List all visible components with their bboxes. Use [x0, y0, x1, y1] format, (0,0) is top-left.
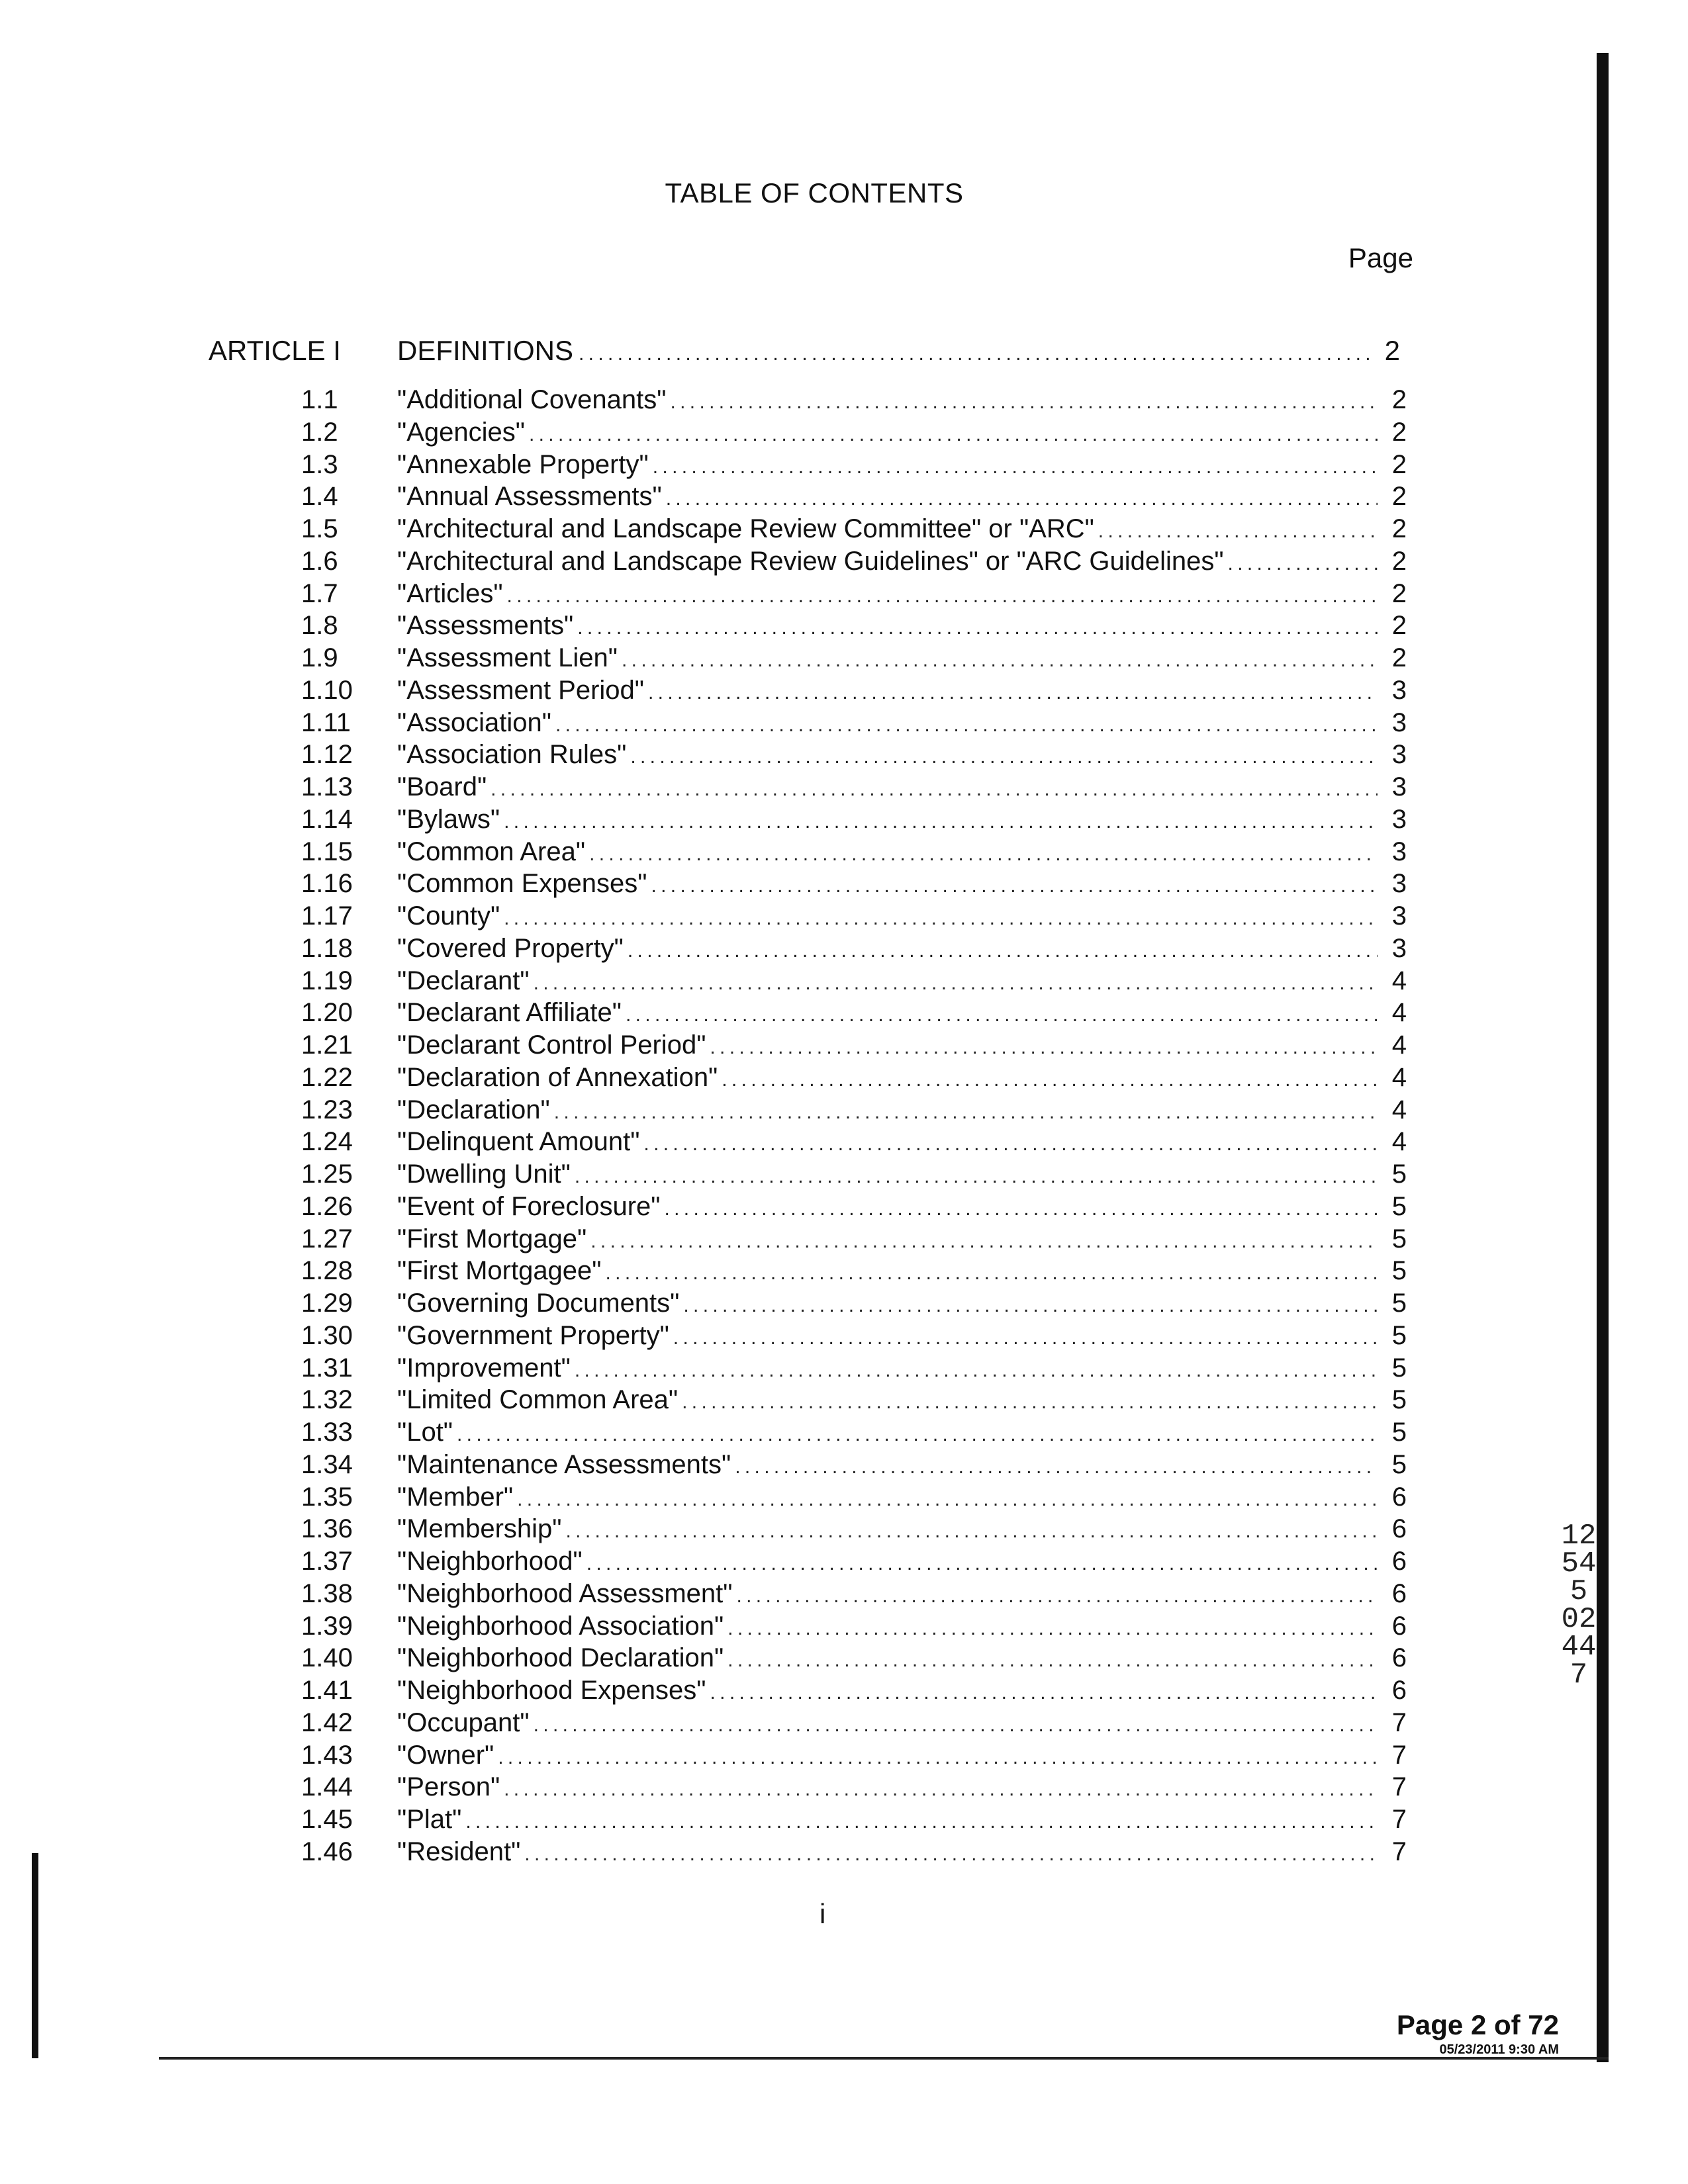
toc-title: TABLE OF CONTENTS — [665, 177, 964, 208]
entry-term: "Member" — [397, 1482, 514, 1512]
entry-number: 1.13 — [301, 772, 353, 801]
entry-term: "Common Area" — [397, 837, 586, 866]
toc-entry — [301, 1674, 1407, 1707]
entry-term: "Association" — [397, 707, 551, 737]
toc-entry — [301, 384, 1407, 416]
entry-number: 1.3 — [301, 449, 338, 479]
entry-number: 1.22 — [301, 1062, 353, 1092]
entry-number: 1.14 — [301, 804, 353, 834]
toc-entry — [301, 1642, 1407, 1674]
entry-number: 1.1 — [301, 385, 338, 414]
entry-number: 1.40 — [301, 1643, 353, 1673]
entry-number: 1.34 — [301, 1449, 353, 1479]
entry-term: "Lot" — [397, 1418, 453, 1447]
entry-term: "Declarant Control Period" — [397, 1030, 706, 1060]
entry-term: "Board" — [397, 772, 487, 801]
dot-leader — [465, 1806, 1378, 1838]
entry-number: 1.9 — [301, 643, 338, 672]
entry-number: 1.18 — [301, 933, 353, 963]
article-label: ARTICLE I — [209, 335, 341, 366]
entry-term: "County" — [397, 901, 500, 931]
dot-leader — [670, 387, 1378, 418]
dot-leader — [524, 1839, 1378, 1870]
entry-number: 1.16 — [301, 869, 353, 899]
entry-number: 1.27 — [301, 1224, 353, 1253]
entry-number: 1.20 — [301, 998, 353, 1028]
dot-leader — [653, 451, 1378, 483]
entry-page-number: 2 — [1391, 546, 1407, 576]
entry-term: "Membership" — [397, 1514, 562, 1544]
dot-leader — [606, 1257, 1378, 1289]
entry-page-number: 2 — [1391, 611, 1407, 641]
toc-entry — [301, 1287, 1407, 1320]
toc-entry — [301, 1384, 1407, 1416]
entry-page-number: 5 — [1391, 1353, 1407, 1383]
entry-page-number: 4 — [1391, 1030, 1407, 1060]
entry-number: 1.6 — [301, 546, 338, 576]
entry-page-number: 2 — [1391, 449, 1407, 479]
toc-entry — [301, 1449, 1407, 1481]
toc-entry — [301, 416, 1407, 449]
entry-number: 1.39 — [301, 1611, 353, 1641]
toc-entry — [301, 1158, 1407, 1191]
entry-page-number: 6 — [1391, 1611, 1407, 1641]
entry-page-number: 3 — [1391, 772, 1407, 801]
dot-leader — [643, 1128, 1378, 1160]
toc-entry — [301, 707, 1407, 739]
dot-leader — [529, 419, 1378, 451]
toc-entry — [301, 965, 1407, 997]
entry-term: "Delinquent Amount" — [397, 1127, 640, 1157]
dot-leader — [630, 741, 1378, 773]
toc-entry — [301, 642, 1407, 674]
entry-page-number: 2 — [1391, 385, 1407, 414]
entry-page-number: 5 — [1391, 1191, 1407, 1221]
entry-number: 1.28 — [301, 1256, 353, 1286]
entry-page-number: 2 — [1391, 578, 1407, 608]
dot-leader — [626, 999, 1378, 1031]
article-page-number: 2 — [1384, 335, 1400, 366]
page-column-header: Page — [1348, 242, 1413, 273]
entry-term: "Additional Covenants" — [397, 385, 667, 414]
entry-number: 1.5 — [301, 514, 338, 543]
toc-entry — [301, 578, 1407, 610]
entry-term: "Articles" — [397, 578, 503, 608]
toc-entry — [301, 545, 1407, 578]
entry-page-number: 5 — [1391, 1224, 1407, 1253]
entry-number: 1.21 — [301, 1030, 353, 1060]
entry-number: 1.41 — [301, 1676, 353, 1705]
toc-entry — [301, 513, 1407, 545]
entry-term: "Common Expenses" — [397, 869, 647, 899]
toc-entry — [301, 1803, 1407, 1836]
toc-entry-list — [301, 384, 1407, 1868]
toc-entry — [301, 868, 1407, 900]
dot-leader — [682, 1387, 1378, 1418]
toc-entry — [301, 1610, 1407, 1643]
toc-entry — [301, 1094, 1407, 1126]
entry-term: "Assessment Lien" — [397, 643, 618, 672]
entry-number: 1.23 — [301, 1095, 353, 1124]
entry-term: "Neighborhood Declaration" — [397, 1643, 724, 1673]
entry-page-number: 5 — [1391, 1418, 1407, 1447]
entry-number: 1.35 — [301, 1482, 353, 1512]
entry-page-number: 5 — [1391, 1289, 1407, 1318]
article-title: DEFINITIONS — [397, 335, 574, 366]
entry-page-number: 6 — [1391, 1676, 1407, 1705]
page-number-roman: i — [820, 1898, 826, 1929]
toc-entry — [301, 610, 1407, 642]
entry-number: 1.29 — [301, 1289, 353, 1318]
entry-term: "Association Rules" — [397, 740, 627, 770]
entry-term: "Declarant Affiliate" — [397, 998, 622, 1028]
entry-page-number: 3 — [1391, 837, 1407, 866]
entry-term: "Annexable Property" — [397, 449, 649, 479]
entry-term: "Assessments" — [397, 611, 574, 641]
entry-term: "Governing Documents" — [397, 1289, 680, 1318]
dot-leader — [648, 677, 1378, 709]
entry-page-number: 3 — [1391, 869, 1407, 899]
entry-number: 1.45 — [301, 1805, 353, 1834]
entry-number: 1.43 — [301, 1740, 353, 1770]
scan-border-left — [32, 1853, 38, 2058]
dot-leader — [710, 1677, 1378, 1709]
dot-leader — [504, 1774, 1378, 1805]
entry-number: 1.44 — [301, 1772, 353, 1802]
entry-term: "Improvement" — [397, 1353, 571, 1383]
entry-number: 1.33 — [301, 1418, 353, 1447]
footer-timestamp: 05/23/2011 9:30 AM — [1439, 2042, 1559, 2057]
document-stamp-number: 12545 02447 — [1561, 1520, 1597, 1692]
toc-entry — [301, 1481, 1407, 1514]
entry-term: "Declaration of Annexation" — [397, 1062, 718, 1092]
dot-leader — [722, 1064, 1378, 1096]
entry-page-number: 6 — [1391, 1482, 1407, 1512]
scan-border-right — [1597, 53, 1609, 2062]
entry-term: "Neighborhood Association" — [397, 1611, 724, 1641]
dot-leader — [683, 1290, 1378, 1322]
toc-entry — [301, 1739, 1407, 1772]
dot-leader — [457, 1419, 1378, 1451]
dot-leader — [664, 1193, 1378, 1225]
entry-page-number: 4 — [1391, 1095, 1407, 1124]
toc-entry — [301, 674, 1407, 707]
dot-leader — [590, 1226, 1378, 1257]
entry-number: 1.12 — [301, 740, 353, 770]
entry-term: "Occupant" — [397, 1707, 530, 1737]
entry-number: 1.19 — [301, 966, 353, 995]
entry-term: "Agencies" — [397, 417, 525, 447]
toc-entry — [301, 900, 1407, 933]
dot-leader — [727, 1645, 1378, 1676]
dot-leader — [534, 1709, 1378, 1741]
entry-number: 1.26 — [301, 1191, 353, 1221]
entry-number: 1.30 — [301, 1320, 353, 1350]
toc-entry — [301, 803, 1407, 836]
entry-term: "Architectural and Landscape Review Committee" or "ARC" — [397, 514, 1094, 543]
dot-leader — [565, 1516, 1378, 1547]
toc-entry — [301, 1126, 1407, 1158]
dot-leader — [589, 839, 1378, 870]
entry-term: "Assessment Period" — [397, 675, 644, 705]
entry-page-number: 4 — [1391, 998, 1407, 1028]
toc-entry — [301, 449, 1407, 481]
entry-page-number: 6 — [1391, 1514, 1407, 1544]
toc-entry — [301, 933, 1407, 965]
toc-entry — [301, 1771, 1407, 1803]
entry-number: 1.24 — [301, 1127, 353, 1157]
dot-leader — [651, 870, 1378, 902]
entry-term: "Owner" — [397, 1740, 494, 1770]
entry-number: 1.4 — [301, 482, 338, 512]
dot-leader — [504, 806, 1378, 838]
entry-term: "Person" — [397, 1772, 500, 1802]
entry-term: "Covered Property" — [397, 933, 624, 963]
toc-entry — [301, 1062, 1407, 1094]
dot-leader — [575, 1161, 1378, 1193]
entry-term: "Limited Common Area" — [397, 1385, 679, 1415]
entry-page-number: 2 — [1391, 514, 1407, 543]
entry-number: 1.36 — [301, 1514, 353, 1544]
entry-number: 1.31 — [301, 1353, 353, 1383]
toc-entry — [301, 1223, 1407, 1255]
dot-leader — [491, 774, 1378, 805]
entry-term: "Annual Assessments" — [397, 482, 662, 512]
toc-entry — [301, 1320, 1407, 1352]
entry-page-number: 3 — [1391, 707, 1407, 737]
toc-entry — [301, 1029, 1407, 1062]
dot-leader — [666, 483, 1378, 515]
toc-entry — [301, 480, 1407, 513]
entry-page-number: 5 — [1391, 1256, 1407, 1286]
dot-leader — [507, 580, 1378, 612]
entry-page-number: 6 — [1391, 1578, 1407, 1608]
entry-number: 1.37 — [301, 1547, 353, 1576]
dot-leader — [555, 709, 1378, 741]
entry-term: "Event of Foreclosure" — [397, 1191, 661, 1221]
entry-number: 1.11 — [301, 707, 351, 737]
dot-leader — [554, 1097, 1378, 1128]
scan-border-bottom — [159, 2057, 1609, 2060]
entry-term: "Neighborhood Expenses" — [397, 1676, 706, 1705]
entry-page-number: 5 — [1391, 1320, 1407, 1350]
dot-leader — [622, 645, 1378, 676]
toc-entry — [301, 739, 1407, 771]
entry-number: 1.42 — [301, 1707, 353, 1737]
entry-term: "First Mortgage" — [397, 1224, 587, 1253]
dot-leader — [498, 1742, 1378, 1774]
toc-entry — [301, 1836, 1407, 1868]
toc-entry — [301, 836, 1407, 868]
footer-page-label: Page 2 of 72 — [1396, 2009, 1559, 2040]
entry-page-number: 7 — [1391, 1805, 1407, 1834]
entry-term: "Architectural and Landscape Review Guidelines" or "ARC Guidelines" — [397, 546, 1224, 576]
entry-term: "Bylaws" — [397, 804, 500, 834]
toc-entry — [301, 997, 1407, 1029]
entry-page-number: 3 — [1391, 675, 1407, 705]
entry-page-number: 6 — [1391, 1547, 1407, 1576]
toc-entry — [301, 1513, 1407, 1545]
dot-leader — [504, 903, 1378, 934]
entry-page-number: 3 — [1391, 901, 1407, 931]
toc-entry — [301, 1545, 1407, 1578]
entry-number: 1.17 — [301, 901, 353, 931]
toc-entry — [301, 1578, 1407, 1610]
entry-term: "Resident" — [397, 1837, 521, 1866]
toc-entry — [301, 771, 1407, 803]
entry-number: 1.7 — [301, 578, 338, 608]
entry-page-number: 5 — [1391, 1160, 1407, 1189]
dot-leader — [1098, 516, 1378, 547]
entry-term: "Declaration" — [397, 1095, 550, 1124]
entry-term: "Declarant" — [397, 966, 530, 995]
dot-leader — [579, 343, 1371, 365]
entry-number: 1.25 — [301, 1160, 353, 1189]
toc-entry — [301, 1352, 1407, 1385]
toc-entry — [301, 1416, 1407, 1449]
dot-leader — [1228, 548, 1378, 580]
entry-term: "Government Property" — [397, 1320, 669, 1350]
dot-leader — [586, 1548, 1378, 1580]
article-heading-row — [209, 335, 1400, 375]
entry-term: "Maintenance Assessments" — [397, 1449, 731, 1479]
entry-page-number: 7 — [1391, 1837, 1407, 1866]
entry-page-number: 2 — [1391, 482, 1407, 512]
entry-term: "First Mortgagee" — [397, 1256, 602, 1286]
entry-page-number: 4 — [1391, 1062, 1407, 1092]
entry-page-number: 7 — [1391, 1740, 1407, 1770]
entry-term: "Neighborhood Assessment" — [397, 1578, 733, 1608]
entry-page-number: 7 — [1391, 1772, 1407, 1802]
dot-leader — [577, 612, 1378, 644]
entry-page-number: 3 — [1391, 740, 1407, 770]
entry-page-number: 2 — [1391, 417, 1407, 447]
entry-number: 1.2 — [301, 417, 338, 447]
dot-leader — [735, 1451, 1378, 1483]
entry-page-number: 6 — [1391, 1643, 1407, 1673]
dot-leader — [736, 1580, 1378, 1612]
dot-leader — [575, 1355, 1378, 1387]
dot-leader — [673, 1322, 1378, 1354]
entry-number: 1.46 — [301, 1837, 353, 1866]
entry-number: 1.38 — [301, 1578, 353, 1608]
entry-number: 1.8 — [301, 611, 338, 641]
entry-page-number: 5 — [1391, 1449, 1407, 1479]
entry-number: 1.10 — [301, 675, 353, 705]
dot-leader — [727, 1613, 1378, 1645]
dot-leader — [628, 935, 1378, 967]
entry-page-number: 7 — [1391, 1707, 1407, 1737]
entry-page-number: 5 — [1391, 1385, 1407, 1415]
entry-page-number: 4 — [1391, 1127, 1407, 1157]
dot-leader — [517, 1484, 1378, 1516]
entry-page-number: 4 — [1391, 966, 1407, 995]
dot-leader — [710, 1032, 1378, 1064]
entry-number: 1.15 — [301, 837, 353, 866]
entry-page-number: 2 — [1391, 643, 1407, 672]
dot-leader — [534, 968, 1378, 999]
toc-entry — [301, 1255, 1407, 1287]
entry-page-number: 3 — [1391, 804, 1407, 834]
entry-term: "Dwelling Unit" — [397, 1160, 571, 1189]
entry-number: 1.32 — [301, 1385, 353, 1415]
toc-entry — [301, 1707, 1407, 1739]
entry-page-number: 3 — [1391, 933, 1407, 963]
toc-entry — [301, 1191, 1407, 1223]
entry-term: "Neighborhood" — [397, 1547, 583, 1576]
entry-term: "Plat" — [397, 1805, 462, 1834]
